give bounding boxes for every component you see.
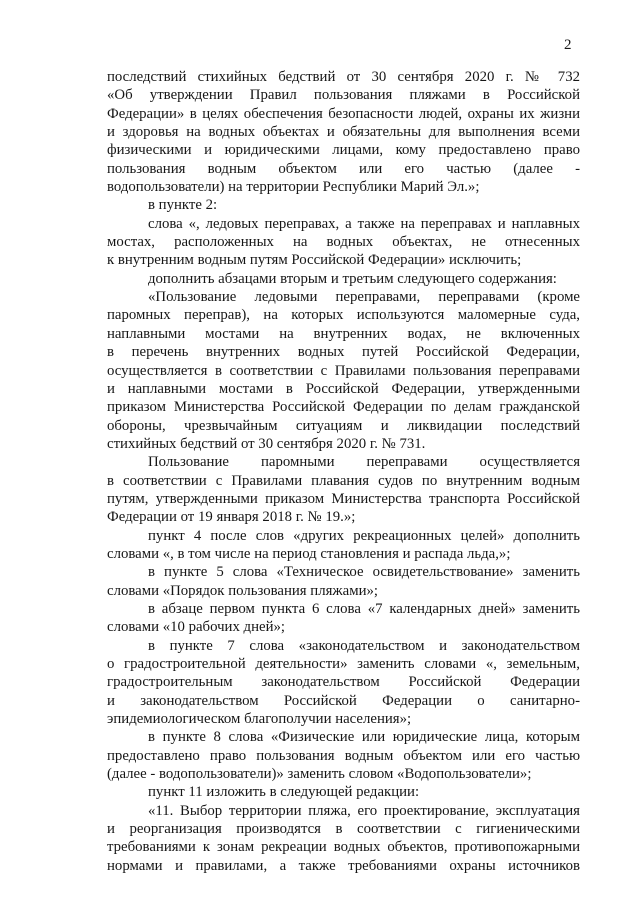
text-line: Федерации от 19 января 2018 г. № 19.»; xyxy=(107,509,356,526)
text-line: в пункте 2: xyxy=(148,197,218,214)
page-number: 2 xyxy=(564,37,572,53)
paragraph xyxy=(107,600,580,637)
paragraph xyxy=(107,288,580,453)
paragraph xyxy=(107,783,580,801)
text-line: путям, утвержденными приказом Министерства транспорта Российской xyxy=(107,490,580,507)
paragraph xyxy=(107,728,580,783)
text-line: наплавными мостами на внутренних водах, не включенных xyxy=(107,325,580,342)
text-line: обороны, чрезвычайным ситуациям и ликвидации последствий xyxy=(107,417,580,434)
text-line: стихийных бедствий от 30 сентября 2020 г. № 731. xyxy=(107,435,426,452)
text-line: требованиями к зонам рекреации водных объектов, противопожарными xyxy=(107,839,580,856)
text-line: в абзаце первом пункта 6 слова «7 календарных дней» заменить xyxy=(148,600,580,617)
text-line: словами «10 рабочих дней»; xyxy=(107,619,285,636)
text-line: мостах, расположенных на водных объектах, не отнесенных xyxy=(107,234,580,251)
text-line: осуществляется в соответствии с Правилами пользования переправами xyxy=(107,362,580,379)
text-line: в пункте 7 слова «законодательством и законодательством xyxy=(148,637,580,654)
text-line: паромных переправ), на которых используются маломерные суда, xyxy=(107,307,580,324)
text-line: пункт 4 после слов «других рекреационных целей» дополнить xyxy=(148,527,580,544)
text-line: Федерации» в целях обеспечения безопасности людей, охраны их жизни xyxy=(107,105,580,122)
text-line: последствий стихийных бедствий от 30 сентября 2020 г. № 732 xyxy=(107,69,580,85)
text-line: в пункте 5 слова «Техническое освидетельствование» заменить xyxy=(148,564,580,581)
text-line: нормами и правилами, а также требованиями охраны источников xyxy=(107,857,580,874)
text-line: слова «, ледовых переправах, а также на переправах и наплавных xyxy=(148,215,580,232)
text-line: Пользование паромными переправами осуществляется xyxy=(148,454,580,471)
document-body xyxy=(107,68,580,875)
paragraph xyxy=(107,196,580,214)
text-line: и наплавными мостами в Российской Федерации, утвержденными xyxy=(107,380,580,397)
text-line: и здоровья на водных объектах и обязательны для выполнения всеми xyxy=(107,124,580,141)
text-line: в пункте 8 слова «Физические или юридические лица, которым xyxy=(148,729,580,746)
text-line: «11. Выбор территории пляжа, его проектирование, эксплуатация xyxy=(148,802,580,819)
text-line: пользования водным объектом или его частью (далее - xyxy=(107,160,580,177)
text-line: приказом Министерства Российской Федерации по делам гражданской xyxy=(107,399,580,416)
paragraph xyxy=(107,563,580,600)
paragraph xyxy=(107,68,580,196)
text-line: эпидемиологическом благополучии населения»; xyxy=(107,711,412,728)
text-line: к внутренним водным путям Российской Федерации» исключить; xyxy=(107,252,522,269)
text-line: (далее - водопользователи)» заменить словом «Водопользователи»; xyxy=(107,766,532,783)
text-line: градостроительным законодательством Российской Федерации xyxy=(107,674,580,691)
paragraph xyxy=(107,215,580,270)
text-line: «Пользование ледовыми переправами, переправами (кроме xyxy=(148,289,580,306)
text-line: предоставлено право пользования водным объектом или его частью xyxy=(107,747,580,764)
text-line: «Об утверждении Правил пользования пляжами в Российской xyxy=(107,87,580,104)
text-line: дополнить абзацами вторым и третьим следующего содержания: xyxy=(148,270,557,287)
text-line: водопользователи) на территории Республики Марий Эл.»; xyxy=(107,179,480,196)
paragraph xyxy=(107,527,580,564)
paragraph xyxy=(107,637,580,729)
text-line: физическими и юридическими лицами, кому предоставлено право xyxy=(107,142,580,159)
text-line: в соответствии с Правилами плавания судов по внутренним водным xyxy=(107,472,580,489)
text-line: и законодательством Российской Федерации о санитарно- xyxy=(107,692,580,709)
text-line: словами «Порядок пользования пляжами»; xyxy=(107,582,378,599)
paragraph xyxy=(107,270,580,288)
text-line: и реорганизация производятся в соответствии с гигиеническими xyxy=(107,821,580,838)
paragraph xyxy=(107,453,580,526)
paragraph xyxy=(107,802,580,875)
text-line: пункт 11 изложить в следующей редакции: xyxy=(148,784,420,801)
text-line: в перечень внутренних водных путей Российской Федерации, xyxy=(107,344,580,361)
text-line: словами «, в том числе на период становления и распада льда,»; xyxy=(107,545,511,562)
text-line: о градостроительной деятельности» заменить словами «, земельным, xyxy=(107,656,580,672)
